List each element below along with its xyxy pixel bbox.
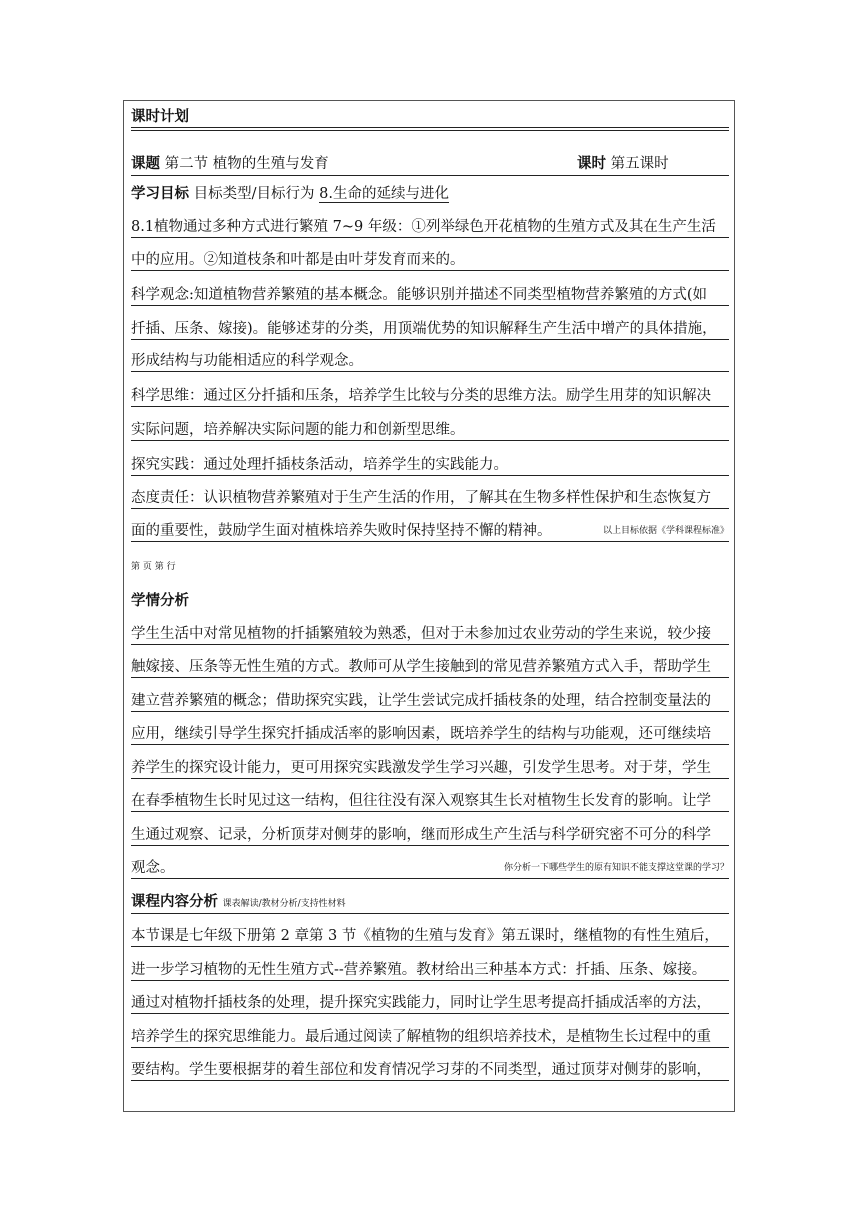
goal-line: 科学观念:知道植物营养繁殖的基本概念。能够识别并描述不同类型植物营养繁殖的方式(如: [131, 285, 729, 306]
content-line: 通过对植物扦插枝条的处理，提升探究实践能力，同时让学生思考提高扦插成活率的方法，: [131, 993, 729, 1014]
goal-line: 扦插、压条、嫁接)。能够述芽的分类，用顶端优势的知识解释生产生活中增产的具体措施，: [131, 319, 729, 340]
lesson-value: 第五课时: [610, 156, 669, 172]
goal-line: 态度责任：认识植物营养繁殖对于生产生活的作用，了解其在生物多样性保护和生态恢复方: [131, 488, 729, 509]
goals-label: 学习目标: [131, 186, 189, 202]
goal-line: 8.1植物通过多种方式进行繁殖 7~9 年级：①列举绿色开花植物的生殖方式及其在生产生活: [131, 217, 729, 238]
content-line: 培养学生的探究思维能力。最后通过阅读了解植物的组织培养技术，是植物生长过程中的重: [131, 1027, 729, 1048]
lesson-field: [577, 154, 669, 174]
analysis-line: 学生生活中对常见植物的扦插繁殖较为熟悉，但对于未参加过农业劳动的学生来说，较少接: [131, 624, 729, 645]
student-analysis-title: 学情分析: [131, 593, 189, 609]
goals-row: [131, 184, 729, 204]
page-line-reference: 第 页 第 行: [131, 562, 176, 572]
goal-line: 探究实践：通过处理扦插枝条活动，培养学生的实践能力。: [131, 455, 729, 476]
lesson-label: 课时: [577, 156, 606, 172]
page-title: 课时计划: [131, 109, 189, 125]
content-line: 进一步学习植物的无性生殖方式--营养繁殖。教材给出三种基本方式：扦插、压条、嫁接。: [131, 960, 729, 981]
topic-value: 第二节 植物的生殖与发育: [164, 156, 329, 172]
goal-line-text: 面的重要性，鼓励学生面对植株培养失败时保持坚持不懈的精神。: [131, 523, 552, 539]
divider: [131, 175, 729, 176]
content-analysis-subtitle: 课表解读/教材分析/支持性材料: [222, 899, 346, 909]
analysis-line: 建立营养繁殖的概念；借助探究实践，让学生尝试完成扦插枝条的处理，结合控制变量法的: [131, 691, 729, 712]
goal-line: 科学思维：通过区分扦插和压条，培养学生比较与分类的思维方法。励学生用芽的知识解决: [131, 386, 729, 407]
analysis-line: 触嫁接、压条等无性生殖的方式。教师可从学生接触到的常见营养繁殖方式入手，帮助学生: [131, 657, 729, 678]
analysis-note: 你分析一下哪些学生的原有知识不能支撑这堂课的学习？: [503, 863, 729, 873]
content-analysis-title: 课程内容分析: [131, 894, 218, 910]
goals-basis-note: 以上目标依据《学科课程标准》: [602, 526, 729, 536]
content-analysis-heading: [131, 892, 729, 914]
lesson-plan-frame: [123, 100, 735, 1112]
goal-line: 实际问题，培养解决实际问题的能力和创新型思维。: [131, 420, 729, 441]
divider: [131, 913, 729, 914]
content-line: 本节课是七年级下册第 2 章第 3 节《植物的生殖与发育》第五课时，继植物的有性生殖后，: [131, 926, 729, 947]
topic-label: 课题: [131, 156, 160, 172]
analysis-line: 养学生的探究设计能力，更可用探究实践激发学生学习兴趣，引发学生思考。对于芽，学生: [131, 758, 729, 779]
goal-line: 中的应用。②知道枝条和叶都是由叶芽发育而来的。: [131, 250, 729, 271]
goals-type-text: 目标类型/目标行为: [193, 186, 315, 202]
content-line: 要结构。学生要根据芽的着生部位和发育情况学习芽的不同类型，通过顶芽对侧芽的影响，: [131, 1060, 729, 1081]
analysis-line: 在春季植物生长时见过这一结构，但往往没有深入观察其生长对植物生长发育的影响。让学: [131, 791, 729, 812]
goal-line: 形成结构与功能相适应的科学观念。: [131, 351, 729, 372]
divider: [131, 127, 729, 128]
analysis-line: 应用，继续引导学生探究扦插成活率的影响因素，既培养学生的结构与功能观，还可继续培: [131, 724, 729, 745]
analysis-line: 生通过观察、记录，分析顶芽对侧芽的影响，继而形成生产生活与科学研究密不可分的科学: [131, 825, 729, 846]
topic-row: [131, 154, 729, 174]
divider: [131, 130, 729, 131]
analysis-line: [131, 858, 729, 879]
goal-line: [131, 521, 729, 542]
goals-type-value: 8.生命的延续与进化: [319, 186, 449, 202]
analysis-line-text: 观念。: [131, 860, 175, 876]
